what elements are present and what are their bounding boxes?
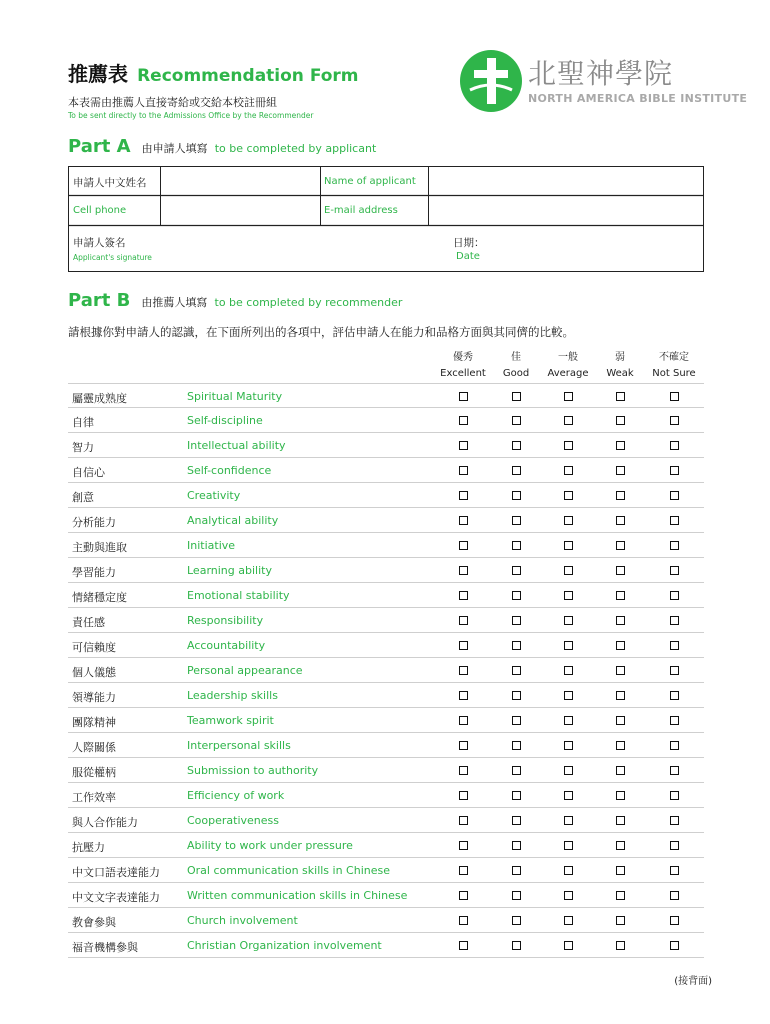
rating-checkbox[interactable] <box>564 941 573 950</box>
rating-column-4 <box>644 350 704 382</box>
rating-checkbox[interactable] <box>616 516 625 525</box>
rating-checkbox[interactable] <box>564 716 573 725</box>
rating-checkbox[interactable] <box>616 641 625 650</box>
rating-checkbox[interactable] <box>670 841 679 850</box>
rating-checkbox[interactable] <box>512 491 521 500</box>
table-row <box>68 658 704 683</box>
rating-checkbox[interactable] <box>616 666 625 675</box>
table-row <box>68 933 704 958</box>
rating-checkbox[interactable] <box>616 741 625 750</box>
part-a-tag: Part A <box>68 136 131 157</box>
part-b-heading <box>68 290 402 311</box>
rating-checkbox[interactable] <box>564 891 573 900</box>
date-field[interactable] <box>499 229 699 269</box>
rating-checkbox[interactable] <box>564 741 573 750</box>
rating-checkbox[interactable] <box>670 491 679 500</box>
item-label-zh: 屬靈成熟度 <box>72 392 127 405</box>
rating-checkbox[interactable] <box>670 441 679 450</box>
table-row <box>68 833 704 858</box>
rating-column-0 <box>433 350 493 382</box>
table-row <box>68 633 704 658</box>
rating-label-zh: 不確定 <box>659 352 689 363</box>
rating-checkbox[interactable] <box>616 866 625 875</box>
item-label-en: Self-discipline <box>187 414 263 427</box>
item-label-zh: 情緒穩定度 <box>72 591 127 604</box>
rating-checkbox[interactable] <box>459 741 468 750</box>
table-row <box>68 608 704 633</box>
rating-checkbox[interactable] <box>670 891 679 900</box>
rating-label-en: Weak <box>606 368 634 379</box>
rating-checkbox[interactable] <box>459 766 468 775</box>
rating-checkbox[interactable] <box>512 866 521 875</box>
item-label-zh: 與人合作能力 <box>72 816 138 829</box>
applicant-name-label: Name of applicant <box>324 176 416 187</box>
item-label-zh: 創意 <box>72 491 94 504</box>
rating-checkbox[interactable] <box>564 791 573 800</box>
item-label-zh: 福音機構參與 <box>72 941 138 954</box>
item-label-en: Accountability <box>187 639 266 652</box>
rating-checkbox[interactable] <box>512 916 521 925</box>
item-label-zh: 人際關係 <box>72 741 116 754</box>
rating-checkbox[interactable] <box>670 566 679 575</box>
rating-label-en: Excellent <box>440 368 486 379</box>
signature-field[interactable] <box>229 229 449 269</box>
chinese-name-field[interactable] <box>162 168 320 195</box>
rating-instruction: 請根據你對申請人的認識，在下面所列出的各項中，評估申請人在能力和品格方面與其同儕的比較。 <box>68 325 574 339</box>
item-label-en: Spiritual Maturity <box>187 390 283 403</box>
rating-checkbox[interactable] <box>670 766 679 775</box>
item-label-zh: 智力 <box>72 441 94 454</box>
table-row <box>68 383 704 408</box>
item-label-zh: 抗壓力 <box>72 841 105 854</box>
table-row <box>68 908 704 933</box>
rating-checkbox[interactable] <box>459 616 468 625</box>
rating-table <box>68 383 704 958</box>
rating-column-3 <box>590 350 650 382</box>
rating-checkbox[interactable] <box>564 641 573 650</box>
rating-checkbox[interactable] <box>512 741 521 750</box>
rating-checkbox[interactable] <box>459 691 468 700</box>
rating-checkbox[interactable] <box>670 541 679 550</box>
rating-checkbox[interactable] <box>564 666 573 675</box>
rating-checkbox[interactable] <box>459 591 468 600</box>
rating-checkbox[interactable] <box>564 841 573 850</box>
rating-checkbox[interactable] <box>512 666 521 675</box>
date-label-en: Date <box>456 251 480 262</box>
cross-logo-icon <box>460 50 522 112</box>
rating-checkbox[interactable] <box>459 516 468 525</box>
rating-checkbox[interactable] <box>459 841 468 850</box>
rating-checkbox[interactable] <box>512 566 521 575</box>
rating-checkbox[interactable] <box>670 416 679 425</box>
rating-checkbox[interactable] <box>670 691 679 700</box>
table-row <box>68 708 704 733</box>
item-label-zh: 中文口語表達能力 <box>72 866 160 879</box>
email-field[interactable] <box>430 198 702 225</box>
item-label-en: Church involvement <box>187 914 298 927</box>
rating-checkbox[interactable] <box>512 641 521 650</box>
table-row <box>68 558 704 583</box>
item-label-en: Learning ability <box>187 564 272 577</box>
rating-label-en: Good <box>502 368 530 379</box>
table-row <box>68 783 704 808</box>
continued-on-back-note: (接背面) <box>674 976 712 987</box>
rating-checkbox[interactable] <box>512 541 521 550</box>
item-label-en: Interpersonal skills <box>187 739 291 752</box>
rating-label-zh: 佳 <box>511 352 521 363</box>
rating-checkbox[interactable] <box>512 766 521 775</box>
rating-checkbox[interactable] <box>670 466 679 475</box>
rating-checkbox[interactable] <box>616 841 625 850</box>
rating-checkbox[interactable] <box>616 541 625 550</box>
rating-checkbox[interactable] <box>459 541 468 550</box>
item-label-en: Self-confidence <box>187 464 272 477</box>
rating-checkbox[interactable] <box>616 491 625 500</box>
item-label-en: Leadership skills <box>187 689 278 702</box>
rating-checkbox[interactable] <box>512 616 521 625</box>
rating-checkbox[interactable] <box>459 666 468 675</box>
rating-checkbox[interactable] <box>670 392 679 401</box>
signature-label-zh: 申請人簽名 <box>73 237 126 249</box>
rating-checkbox[interactable] <box>459 816 468 825</box>
institute-logo <box>460 50 748 120</box>
rating-checkbox[interactable] <box>564 691 573 700</box>
item-label-en: Submission to authority <box>187 764 319 777</box>
item-label-zh: 領導能力 <box>72 691 116 704</box>
rating-checkbox[interactable] <box>616 816 625 825</box>
part-a-heading-en: to be completed by applicant <box>214 142 377 155</box>
rating-checkbox[interactable] <box>564 816 573 825</box>
rating-checkbox[interactable] <box>564 516 573 525</box>
rating-checkbox[interactable] <box>616 441 625 450</box>
table-row <box>68 533 704 558</box>
rating-checkbox[interactable] <box>670 866 679 875</box>
table-row <box>68 808 704 833</box>
rating-checkbox[interactable] <box>564 616 573 625</box>
item-label-zh: 可信賴度 <box>72 641 116 654</box>
rating-column-2 <box>538 350 598 382</box>
rating-checkbox[interactable] <box>459 416 468 425</box>
rating-checkbox[interactable] <box>459 791 468 800</box>
item-label-en: Responsibility <box>187 614 264 627</box>
rating-checkbox[interactable] <box>564 916 573 925</box>
item-label-en: Intellectual ability <box>187 439 286 452</box>
rating-checkbox[interactable] <box>459 716 468 725</box>
rating-checkbox[interactable] <box>670 816 679 825</box>
table-row <box>68 883 704 908</box>
signature-label-en: Applicant's signature <box>73 253 152 262</box>
table-row <box>68 858 704 883</box>
table-row <box>68 433 704 458</box>
form-title-zh: 推薦表 <box>68 62 128 86</box>
rating-checkbox[interactable] <box>512 416 521 425</box>
item-label-zh: 自信心 <box>72 466 105 479</box>
rating-checkbox[interactable] <box>564 491 573 500</box>
rating-label-zh: 弱 <box>615 352 625 363</box>
item-label-en: Personal appearance <box>187 664 303 677</box>
rating-checkbox[interactable] <box>616 392 625 401</box>
item-label-en: Emotional stability <box>187 589 290 602</box>
rating-checkbox[interactable] <box>564 766 573 775</box>
rating-checkbox[interactable] <box>512 691 521 700</box>
item-label-zh: 自律 <box>72 416 94 429</box>
rating-checkbox[interactable] <box>512 516 521 525</box>
rating-checkbox[interactable] <box>512 791 521 800</box>
rating-checkbox[interactable] <box>564 866 573 875</box>
rating-checkbox[interactable] <box>564 591 573 600</box>
rating-checkbox[interactable] <box>564 541 573 550</box>
item-label-en: Christian Organization involvement <box>187 939 382 952</box>
rating-checkbox[interactable] <box>670 616 679 625</box>
rating-checkbox[interactable] <box>616 941 625 950</box>
item-label-en: Cooperativeness <box>187 814 280 827</box>
rating-checkbox[interactable] <box>616 766 625 775</box>
rating-checkbox[interactable] <box>670 641 679 650</box>
rating-checkbox[interactable] <box>459 566 468 575</box>
item-label-zh: 分析能力 <box>72 516 116 529</box>
table-row <box>68 683 704 708</box>
email-label: E-mail address <box>324 205 398 216</box>
rating-checkbox[interactable] <box>459 866 468 875</box>
rating-checkbox[interactable] <box>670 591 679 600</box>
part-a-heading <box>68 136 376 157</box>
rating-checkbox[interactable] <box>512 466 521 475</box>
rating-checkbox[interactable] <box>459 491 468 500</box>
item-label-zh: 服從權柄 <box>72 766 116 779</box>
rating-checkbox[interactable] <box>670 916 679 925</box>
rating-checkbox[interactable] <box>616 566 625 575</box>
rating-checkbox[interactable] <box>459 466 468 475</box>
table-row <box>68 458 704 483</box>
rating-checkbox[interactable] <box>459 392 468 401</box>
form-header <box>68 56 748 126</box>
rating-checkbox[interactable] <box>670 516 679 525</box>
rating-checkbox[interactable] <box>512 591 521 600</box>
item-label-zh: 個人儀態 <box>72 666 116 679</box>
item-label-en: Oral communication skills in Chinese <box>187 864 391 877</box>
date-label-zh: 日期： <box>453 237 485 249</box>
rating-label-zh: 一般 <box>558 352 578 363</box>
rating-label-en: Not Sure <box>652 368 696 379</box>
rating-checkbox[interactable] <box>512 392 521 401</box>
form-title <box>68 58 359 87</box>
item-label-en: Analytical ability <box>187 514 279 527</box>
rating-checkbox[interactable] <box>459 641 468 650</box>
form-title-en: Recommendation Form <box>137 66 359 86</box>
applicant-name-field[interactable] <box>430 168 702 195</box>
rating-label-zh: 優秀 <box>453 352 473 363</box>
chinese-name-label: 申請人中文姓名 <box>73 177 147 189</box>
table-row <box>68 508 704 533</box>
part-a-heading-zh: 由申請人填寫 <box>141 142 208 155</box>
item-label-zh: 工作效率 <box>72 791 116 804</box>
rating-checkbox[interactable] <box>459 891 468 900</box>
rating-checkbox[interactable] <box>459 916 468 925</box>
rating-checkbox[interactable] <box>616 591 625 600</box>
rating-checkbox[interactable] <box>564 416 573 425</box>
rating-checkbox[interactable] <box>616 791 625 800</box>
rating-checkbox[interactable] <box>512 941 521 950</box>
table-row <box>68 758 704 783</box>
logo-name-zh: 北聖神學院 <box>528 57 674 90</box>
applicant-info-table <box>68 166 704 272</box>
rating-checkbox[interactable] <box>616 716 625 725</box>
table-row <box>68 408 704 433</box>
rating-checkbox[interactable] <box>564 392 573 401</box>
table-row <box>68 583 704 608</box>
table-row <box>68 483 704 508</box>
item-label-en: Teamwork spirit <box>187 714 274 727</box>
rating-checkbox[interactable] <box>616 891 625 900</box>
rating-checkbox[interactable] <box>564 466 573 475</box>
part-b-heading-en: to be completed by recommender <box>214 296 403 309</box>
part-b-heading-zh: 由推薦人填寫 <box>141 296 208 309</box>
item-label-zh: 學習能力 <box>72 566 116 579</box>
item-label-zh: 團隊精神 <box>72 716 116 729</box>
rating-checkbox[interactable] <box>616 916 625 925</box>
item-label-en: Written communication skills in Chinese <box>187 889 408 902</box>
item-label-zh: 教會參與 <box>72 916 116 929</box>
rating-checkbox[interactable] <box>670 791 679 800</box>
rating-checkbox[interactable] <box>616 691 625 700</box>
table-row <box>68 733 704 758</box>
rating-checkbox[interactable] <box>670 666 679 675</box>
rating-column-1 <box>486 350 546 382</box>
rating-checkbox[interactable] <box>616 616 625 625</box>
rating-label-en: Average <box>547 368 589 379</box>
rating-checkbox[interactable] <box>512 891 521 900</box>
rating-checkbox[interactable] <box>512 716 521 725</box>
rating-checkbox[interactable] <box>564 566 573 575</box>
rating-checkbox[interactable] <box>616 416 625 425</box>
rating-checkbox[interactable] <box>564 441 573 450</box>
item-label-zh: 主動與進取 <box>72 541 127 554</box>
logo-name-en: NORTH AMERICA BIBLE INSTITUTE <box>528 92 748 105</box>
rating-checkbox[interactable] <box>670 716 679 725</box>
item-label-en: Ability to work under pressure <box>187 839 353 852</box>
form-subtitle-en: To be sent directly to the Admissions Office by the Recommender <box>68 111 314 120</box>
rating-checkbox[interactable] <box>512 441 521 450</box>
rating-checkbox[interactable] <box>616 466 625 475</box>
item-label-zh: 中文文字表達能力 <box>72 891 160 904</box>
item-label-en: Efficiency of work <box>187 789 285 802</box>
rating-checkbox[interactable] <box>459 941 468 950</box>
rating-checkbox[interactable] <box>670 941 679 950</box>
rating-checkbox[interactable] <box>512 816 521 825</box>
rating-checkbox[interactable] <box>459 441 468 450</box>
cell-phone-label: Cell phone <box>73 205 127 216</box>
rating-checkbox[interactable] <box>670 741 679 750</box>
part-b-tag: Part B <box>68 290 131 311</box>
item-label-en: Initiative <box>187 539 236 552</box>
cell-phone-field[interactable] <box>162 198 320 225</box>
form-subtitle-zh: 本表需由推薦人直接寄給或交給本校註冊組 <box>68 96 277 109</box>
item-label-zh: 責任感 <box>72 616 105 629</box>
rating-checkbox[interactable] <box>512 841 521 850</box>
item-label-en: Creativity <box>187 489 241 502</box>
